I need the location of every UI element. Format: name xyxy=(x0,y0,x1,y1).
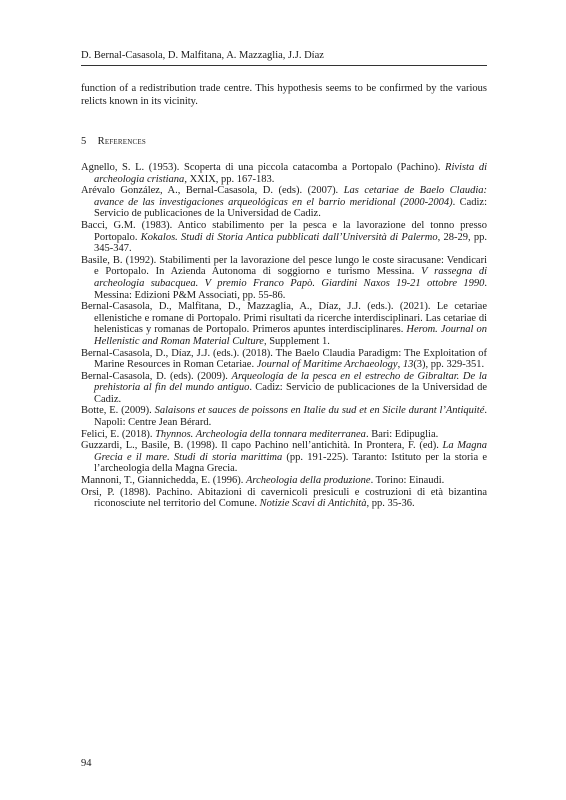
reference-entry xyxy=(81,487,487,510)
reference-italic-segment: Salaisons et sauces de poissons en Italie du sud et en Sicile durant l’Antiquité xyxy=(154,405,485,417)
reference-text-segment: Bernal-Casasola, D. (eds). (2009). xyxy=(81,370,232,382)
reference-text-segment: , xyxy=(397,359,403,371)
running-header: D. Bernal-Casasola, D. Malfitana, A. Mazzaglia, J.J. Díaz xyxy=(81,49,487,66)
reference-text-segment: Bacci, G.M. (1983). Antico stabilimento per la pesca e la lavorazione del tonno presso Portopalo. xyxy=(81,219,487,243)
reference-entry xyxy=(81,475,487,487)
reference-italic-segment: V rassegna di archeologia subacquea. V premio Franco Papò. Giardini Naxos 19-21 ottobre 1990 xyxy=(94,266,488,289)
reference-entry xyxy=(81,348,487,371)
reference-text-segment: Arévalo González, A., Bernal-Casasola, D. (eds). (2007). xyxy=(81,185,344,197)
reference-text-segment: , XXIX, pp. 167-183. xyxy=(184,173,275,185)
reference-italic-segment: Kokalos. Studi di Storia Antica pubblicati dall’Università di Palermo xyxy=(140,231,438,243)
reference-italic-segment: Arqueología de la pesca en el estrecho de Gibraltar. De la prehistoria al fin del mundo antiguo xyxy=(94,370,487,394)
reference-italic-segment: Rivista di archeologia cristiana xyxy=(94,162,487,185)
reference-text-segment: Basile, B. (1992). Stabilimenti per la lavorazione del pesce lungo le coste siracusane: Vendicari e Portopalo. In Azienda Autonoma di soggiorno e turismo Messina. xyxy=(81,254,487,278)
reference-italic-segment: 13 xyxy=(402,359,414,371)
reference-text-segment: . Napoli: Centre Jean Bérard. xyxy=(94,405,487,429)
reference-italic-segment: Las cetariae de Baelo Claudia: avance de las investigaciones arqueológicas en el barrio meridional (2000-2004) xyxy=(94,185,487,208)
reference-text-segment: (pp. 191-225). Taranto: Istituto per la storia e l’archeologia della Magna Grecia. xyxy=(94,451,487,475)
reference-text-segment: . Messina: Edizioni P&M Associati, pp. 55-86. xyxy=(94,277,487,301)
section-title: References xyxy=(97,136,146,147)
reference-entry xyxy=(81,185,487,220)
section-number: 5 xyxy=(81,136,87,147)
reference-italic-segment: Herom. Journal on Hellenistic and Roman Material Culture xyxy=(94,324,488,347)
reference-entry xyxy=(81,405,487,428)
reference-text-segment: Bernal-Casasola, D., Díaz, J.J. (eds.). (2018). The Baelo Claudia Paradigm: The Exploitation of Marine Resources in Roman Cetariae. xyxy=(81,347,487,371)
reference-text-segment: (3), pp. 329-351. xyxy=(413,359,485,371)
reference-italic-segment: Thynnos. Archeologia della tonnara mediterranea xyxy=(155,428,366,440)
reference-text-segment: , Supplement 1. xyxy=(263,335,330,347)
reference-text-segment: , 28-29, pp. 345-347. xyxy=(94,231,488,255)
page-number: 94 xyxy=(81,758,92,769)
reference-entry xyxy=(81,162,487,185)
reference-text-segment: . Bari: Edipuglia. xyxy=(365,428,439,440)
reference-italic-segment: Notizie Scavi di Antichità xyxy=(259,498,367,510)
reference-entry xyxy=(81,220,487,255)
reference-italic-segment: La Magna Grecia e il mare. Studi di storia marittima xyxy=(94,440,488,463)
section-heading xyxy=(81,135,487,148)
reference-text-segment: Bernal-Casasola, D., Malfitana, D., Mazzaglia, A., Díaz, J.J. (eds.). (2021). Le cetariae ellenistiche e romane di Portopalo. Primi risultati da ricerche interdisciplinari. Las cetariae di helenisticas y romanas de Portopalo. Primeros apuntes interdisciplinares. xyxy=(81,301,487,336)
reference-text-segment: , pp. 35-36. xyxy=(366,498,415,510)
reference-entry xyxy=(81,371,487,406)
reference-entry xyxy=(81,429,487,441)
reference-text-segment: Guzzardi, L., Basile, B. (1998). Il capo Pachino nell’antichità. In Prontera, F. (ed). xyxy=(81,440,443,452)
reference-text-segment: Botte, E. (2009). xyxy=(81,405,155,417)
reference-italic-segment: Journal of Maritime Archaeology xyxy=(256,359,398,371)
reference-italic-segment: Archeologia della produzione xyxy=(245,475,371,487)
reference-entry xyxy=(81,440,487,475)
reference-text-segment: Orsi, P. (1898). Pachino. Abitazioni di cavernicoli presiculi e costruzioni di età bizantina riconosciute nel territorio del Comune. xyxy=(81,486,487,510)
reference-text-segment: . Torino: Einaudi. xyxy=(370,475,445,487)
reference-text-segment: Agnello, S. L. (1953). Scoperta di una piccola catacomba a Portopalo (Pachino). xyxy=(81,162,446,173)
reference-entry xyxy=(81,255,487,301)
reference-text-segment: . Cadiz: Servicio de publicaciones de la Universidad de Cadiz. xyxy=(94,382,487,405)
reference-list xyxy=(81,162,487,510)
reference-text-segment: Mannoni, T., Giannichedda, E. (1996). xyxy=(81,475,246,487)
intro-paragraph: function of a redistribution trade centre. This hypothesis seems to be confirmed by the various relicts known in its vicinity. xyxy=(81,83,487,108)
reference-entry xyxy=(81,301,487,347)
reference-text-segment: Felici, E. (2018). xyxy=(81,428,156,440)
reference-text-segment: . Cadiz: Servicio de publicaciones de la Universidad de Cadiz. xyxy=(94,196,487,220)
